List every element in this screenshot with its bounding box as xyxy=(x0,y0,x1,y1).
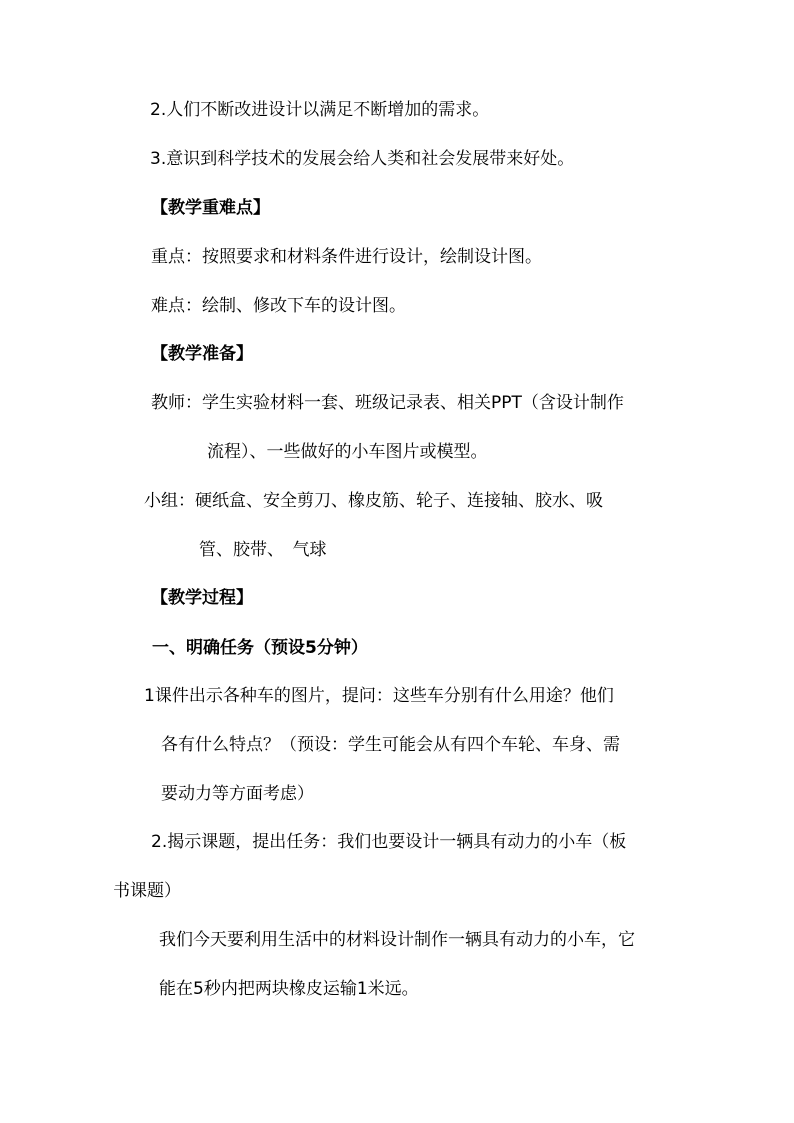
section-heading-key-points: 【教学重难点】 xyxy=(151,198,270,218)
step-1-item-1-cont-2: 要动力等方面考虑） xyxy=(161,784,314,804)
section-heading-process: 【教学过程】 xyxy=(151,588,253,608)
step-1-item-1: 1课件出示各种车的图片，提问：这些车分别有什么用途？他们 xyxy=(144,686,614,706)
step-1-heading: 一、明确任务（预设5分钟） xyxy=(152,638,368,658)
difficult-point: 难点：绘制、修改下车的设计图。 xyxy=(151,296,406,316)
teacher-prep-cont: 流程）、一些做好的小车图片或模型。 xyxy=(207,442,488,462)
step-1-item-2-cont: 书课题） xyxy=(113,881,181,901)
step-1-item-1-cont: 各有什么特点？（预设：学生可能会从有四个车轮、车身、需 xyxy=(161,735,620,755)
step-1-item-2: 2.揭示课题，提出任务：我们也要设计一辆具有动力的小车（板 xyxy=(151,832,627,852)
section-heading-preparation: 【教学准备】 xyxy=(151,344,253,364)
objective-2: 2.人们不断改进设计以满足不断增加的需求。 xyxy=(150,100,490,120)
group-prep: 小组：硬纸盒、安全剪刀、橡皮筋、轮子、连接轴、胶水、吸 xyxy=(144,491,603,511)
task-description: 我们今天要利用生活中的材料设计制作一辆具有动力的小车，它 xyxy=(159,930,635,950)
objective-3: 3.意识到科学技术的发展会给人类和社会发展带来好处。 xyxy=(150,149,575,169)
key-point: 重点：按照要求和材料条件进行设计，绘制设计图。 xyxy=(151,247,542,267)
teacher-prep: 教师：学生实验材料一套、班级记录表、相关PPT（含设计制作 xyxy=(151,393,624,413)
task-description-cont: 能在5秒内把两块橡皮运输1米远。 xyxy=(159,979,419,999)
group-prep-cont: 管、胶带、 气球 xyxy=(199,540,327,560)
